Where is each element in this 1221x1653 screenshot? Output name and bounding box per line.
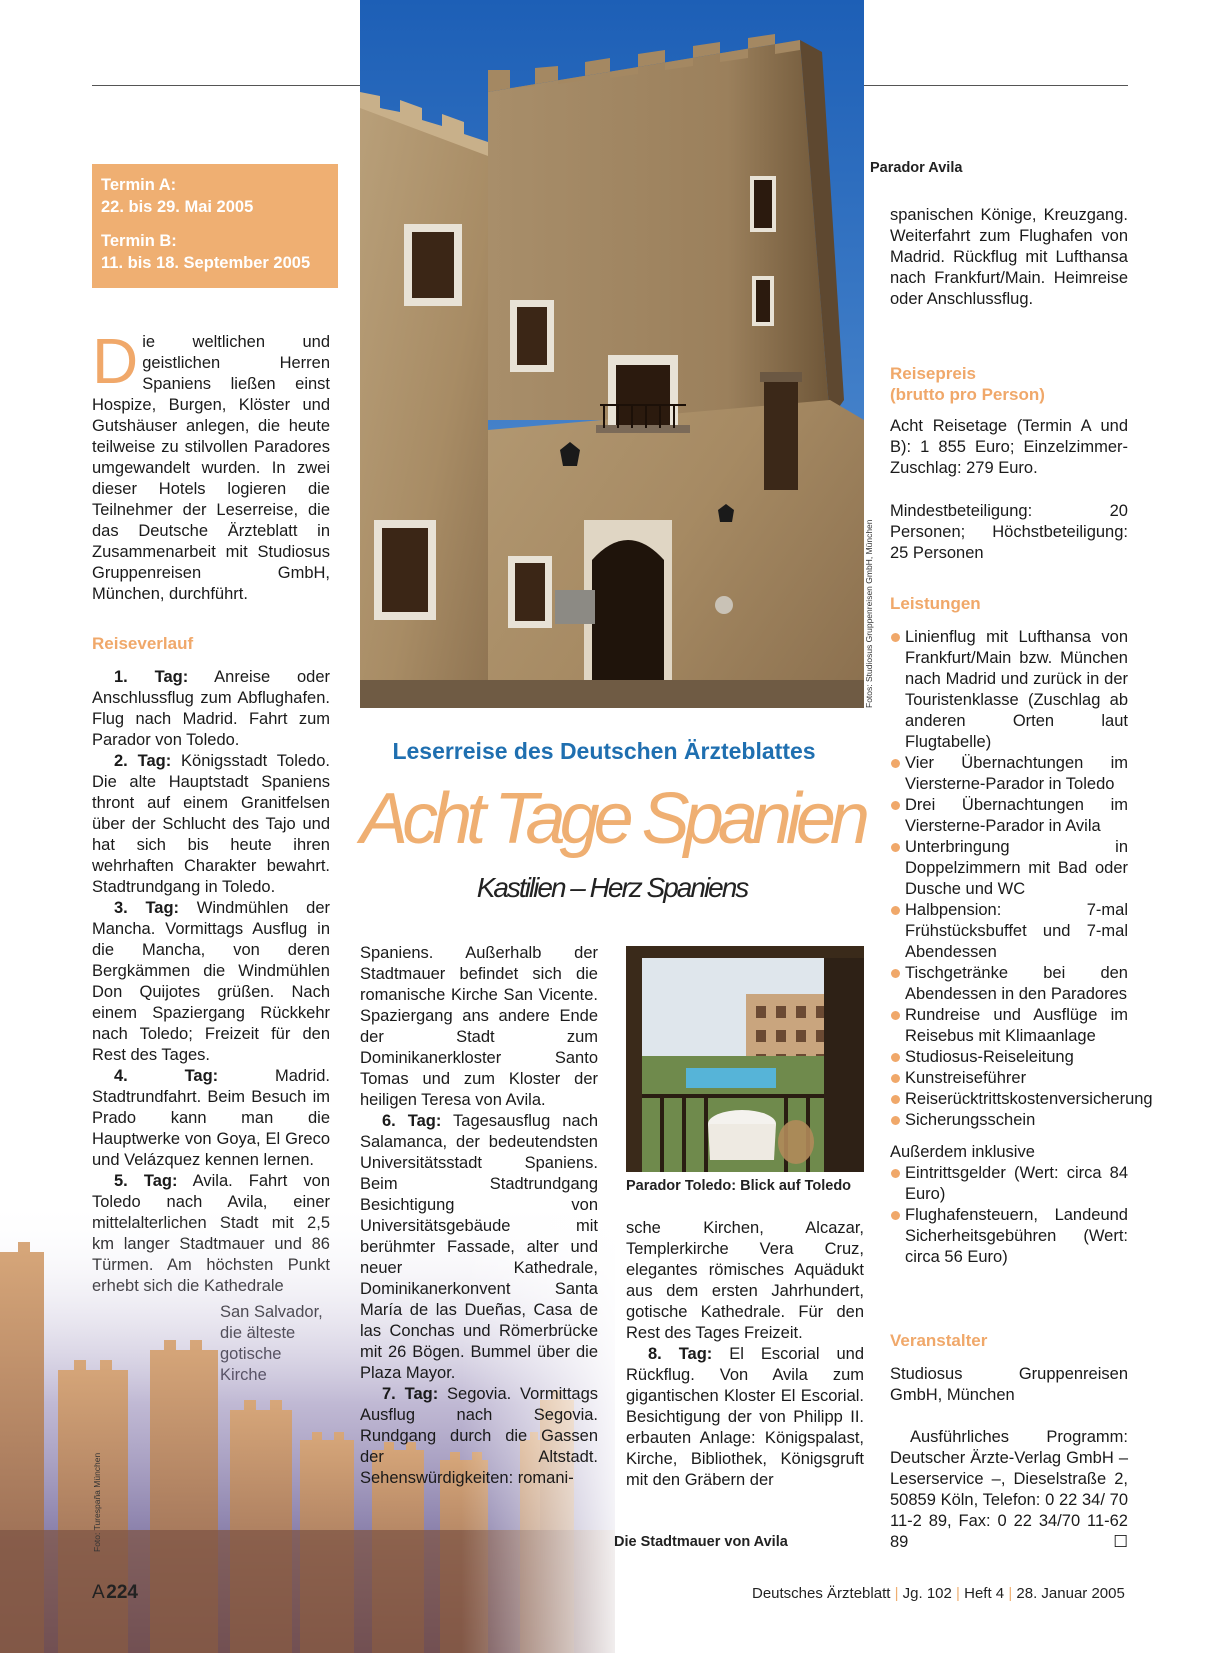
main-title: Acht Tage Spanien: [360, 779, 864, 859]
day2-tag: 2. Tag:: [114, 752, 172, 770]
leistung-item: Reiserücktrittskostenversicherung: [890, 1089, 1128, 1110]
journal-jg: Jg. 102: [902, 1585, 952, 1602]
reiseverlauf-col2: [360, 943, 598, 1489]
photo-parador-toledo: [626, 946, 864, 1172]
caption-stadtmauer: Die Stadtmauer von Avila: [614, 1534, 788, 1550]
veranstalter-text: Studiosus Gruppenreisen GmbH, München: [890, 1365, 1128, 1404]
day4-text: Madrid. Stadtrundfahrt. Beim Besuch im Prado kann man die Hauptwerke von Goya, El Greco und Velázquez kennen lernen.: [92, 1067, 330, 1169]
day6-tag: 6. Tag:: [382, 1112, 442, 1130]
termin-a-dates: 22. bis 29. Mai 2005: [101, 198, 254, 216]
top-rule-right: [862, 85, 1128, 86]
reisepreis-text2: Mindestbeteiligung: 20 Personen; Höchstbeteiligung: 25 Personen: [890, 502, 1128, 562]
dropcap: D: [92, 325, 139, 397]
journal-heft: Heft 4: [964, 1585, 1005, 1602]
day7-tag: 7. Tag:: [382, 1385, 439, 1403]
leistung-item: Tischgetränke bei den Abendessen in den Paradores: [890, 963, 1128, 1005]
day2-text: Königsstadt Toledo. Die alte Hauptstadt Spaniens thront auf einem Granitfelsen über der Schlucht des Tajo und hat sich bis heute ihren wehrhaften Charakter bewahrt. Stadtrundgang in Toledo.: [92, 752, 330, 896]
leistung-item: Linienflug mit Lufthansa von Frankfurt/Main bzw. München nach Madrid und zurück in der Touristenklasse (Zuschlag ab anderen Orten laut Flugtabelle): [890, 627, 1128, 753]
end-mark: ☐: [1113, 1533, 1128, 1551]
leistung-item: Vier Übernachtungen im Viersterne-Parador in Toledo: [890, 753, 1128, 795]
programm-text: [890, 1427, 1128, 1553]
extra-item: Eintrittsgelder (Wert: circa 84 Euro): [890, 1163, 1128, 1205]
subtitle: Kastilien – Herz Spaniens: [476, 872, 748, 903]
leistungen-block: [890, 627, 1153, 1268]
leistung-item: Studiosus-Reiseleitung: [890, 1047, 1128, 1068]
day6-text: Tagesausflug nach Salamanca, der bedeutendsten Universitätsstadt Spaniens. Beim Stadtrundgang Besichtigung von Universitätsgebäude mit berühmter Fassade, alter und neuer Kathedrale, Dominikanerkonvent Santa María de las Dueñas, Casa de las Conchas und Römerbrücke mit 26 Bögen. Bummel über die Plaza Mayor.: [360, 1112, 599, 1382]
heading-reisepreis: [890, 363, 1045, 405]
journal-date: 28. Januar 2005: [1016, 1585, 1125, 1602]
heading-reiseverlauf: Reiseverlauf: [92, 634, 194, 653]
day1-text: Anreise oder Anschlussflug zum Abflughafen. Flug nach Madrid. Fahrt zum Parador von Toledo.: [92, 668, 331, 749]
intro-text: ie weltlichen und geistlichen Herren Spaniens ließen einst Hospize, Burgen, Klöster und Gutshäuser anlegen, die heute teilweise zu stilvollen Paradores umgewandelt wurden. In zwei dieser Hotels logieren die Teilnehmer der Leserreise, die das Deutsche Ärzteblatt in Zusammenarbeit mit Studiosus Gruppenreisen GmbH, München, durchführt.: [92, 333, 330, 603]
leistung-item: Unterbringung in Doppelzimmern mit Bad oder Dusche und WC: [890, 837, 1128, 900]
journal-name: Deutsches Ärzteblatt: [752, 1585, 891, 1602]
extra-item: Flughafensteuern, Landeund Sicherheitsgebühren (Wert: circa 56 Euro): [890, 1205, 1128, 1268]
reisepreis-text1: Acht Reisetage (Termin A und B): 1 855 Euro; Einzelzimmer-Zuschlag: 279 Euro.: [890, 417, 1128, 477]
programm-info: Ausführliches Programm: Deutscher Ärzte-Verlag GmbH – Leserservice –, Dieselstraße 2, 50859 Köln, Telefon: 0 22 34/ 70 11-2 89, Fax: 0 22 34/70 11-62 89: [890, 1428, 1128, 1551]
photo-parador-avila: [360, 0, 864, 708]
col3-intro: sche Kirchen, Alcazar, Templerkirche Vera Cruz, elegantes römisches Aquädukt aus dem ersten Jahrhundert, gotische Kathedrale. Für den Rest des Tages Freizeit.: [626, 1219, 864, 1342]
top-rule-left: [92, 85, 360, 86]
extra-label: Außerdem inklusive: [890, 1143, 1035, 1161]
reisepreis-heading-2: (brutto pro Person): [890, 385, 1045, 404]
day4-tag: 4. Tag:: [114, 1067, 219, 1085]
day7-text: Segovia. Vormittags Ausflug nach Segovia. Rundgang durch die Gassen der Altstadt. Sehenswürdigkeiten: romani-: [360, 1385, 599, 1487]
day1-tag: 1. Tag:: [114, 668, 189, 686]
caption-parador-avila: Parador Avila: [870, 160, 963, 176]
footer-journal: Deutsches Ärzteblatt | Jg. 102 | Heft 4 | 28. Januar 2005: [752, 1585, 1125, 1602]
col4-intro: spanischen Könige, Kreuzgang. Weiterfahrt zum Flughafen von Madrid. Rückflug mit Lufthansa nach Frankfurt/Main. Heimreise oder Anschlussflug.: [890, 206, 1128, 308]
page-number: [92, 1582, 138, 1604]
leistung-item: Sicherungsschein: [890, 1110, 1128, 1131]
heading-leistungen: Leistungen: [890, 594, 981, 613]
leistung-item: Halbpension: 7-mal Frühstücksbuffet und 7-mal Abendessen: [890, 900, 1128, 963]
day8-text: El Escorial und Rückflug. Von Avila zum gigantischen Kloster El Escorial. Besichtigung der von Philipp II. erbauten Anlage: Königspalast, Kirche, Bibliothek, Königsgruft mit den Gräbern der: [626, 1345, 865, 1489]
reiseverlauf-col3: [626, 1218, 864, 1491]
heading-veranstalter: Veranstalter: [890, 1331, 988, 1350]
termin-box: [92, 164, 338, 288]
reisepreis-heading-1: Reisepreis: [890, 364, 976, 383]
day3-tag: 3. Tag:: [114, 899, 180, 917]
extra-list: [890, 1163, 1128, 1268]
photo-credit-wall: Foto: Turespaña München: [92, 1452, 102, 1552]
termin-a-label: Termin A:: [101, 176, 177, 194]
col2-intro: Spaniens. Außerhalb der Stadtmauer befindet sich die romanische Kirche San Vicente. Spaziergang ans andere Ende der Stadt zum Dominikanerkloster Santo Tomas und zum Kloster der heiligen Teresa von Avila.: [360, 944, 598, 1109]
kicker: Leserreise des Deutschen Ärzteblattes: [392, 738, 816, 764]
page-prefix: A: [92, 1582, 105, 1603]
photo-credit-main: Fotos: Studiosus Gruppenreisen GmbH, München: [864, 519, 874, 708]
termin-b-label: Termin B:: [101, 232, 177, 250]
caption-parador-toledo: Parador Toledo: Blick auf Toledo: [626, 1178, 852, 1194]
intro-paragraph: [92, 325, 330, 605]
termin-b-dates: 11. bis 18. September 2005: [101, 254, 311, 272]
page-num: 224: [106, 1582, 138, 1603]
leistung-item: Rundreise und Ausflüge im Reisebus mit Klimaanlage: [890, 1005, 1128, 1047]
leistung-item: Drei Übernachtungen im Viersterne-Parador in Avila: [890, 795, 1128, 837]
day8-tag: 8. Tag:: [648, 1345, 713, 1363]
leistung-item: Kunstreiseführer: [890, 1068, 1128, 1089]
day3-text: Windmühlen der Mancha. Vormittags Ausflug in die Mancha, von deren Bergkämmen die Windmühlen Don Quijotes grüßen. Nach einem Spaziergang Rückkehr nach Toledo; Freizeit für den Rest des Tages.: [92, 899, 330, 1064]
leistungen-list: [890, 627, 1153, 1131]
day5-text: Avila. Fahrt von: [192, 1172, 330, 1190]
day5-tag: 5. Tag:: [114, 1172, 178, 1190]
